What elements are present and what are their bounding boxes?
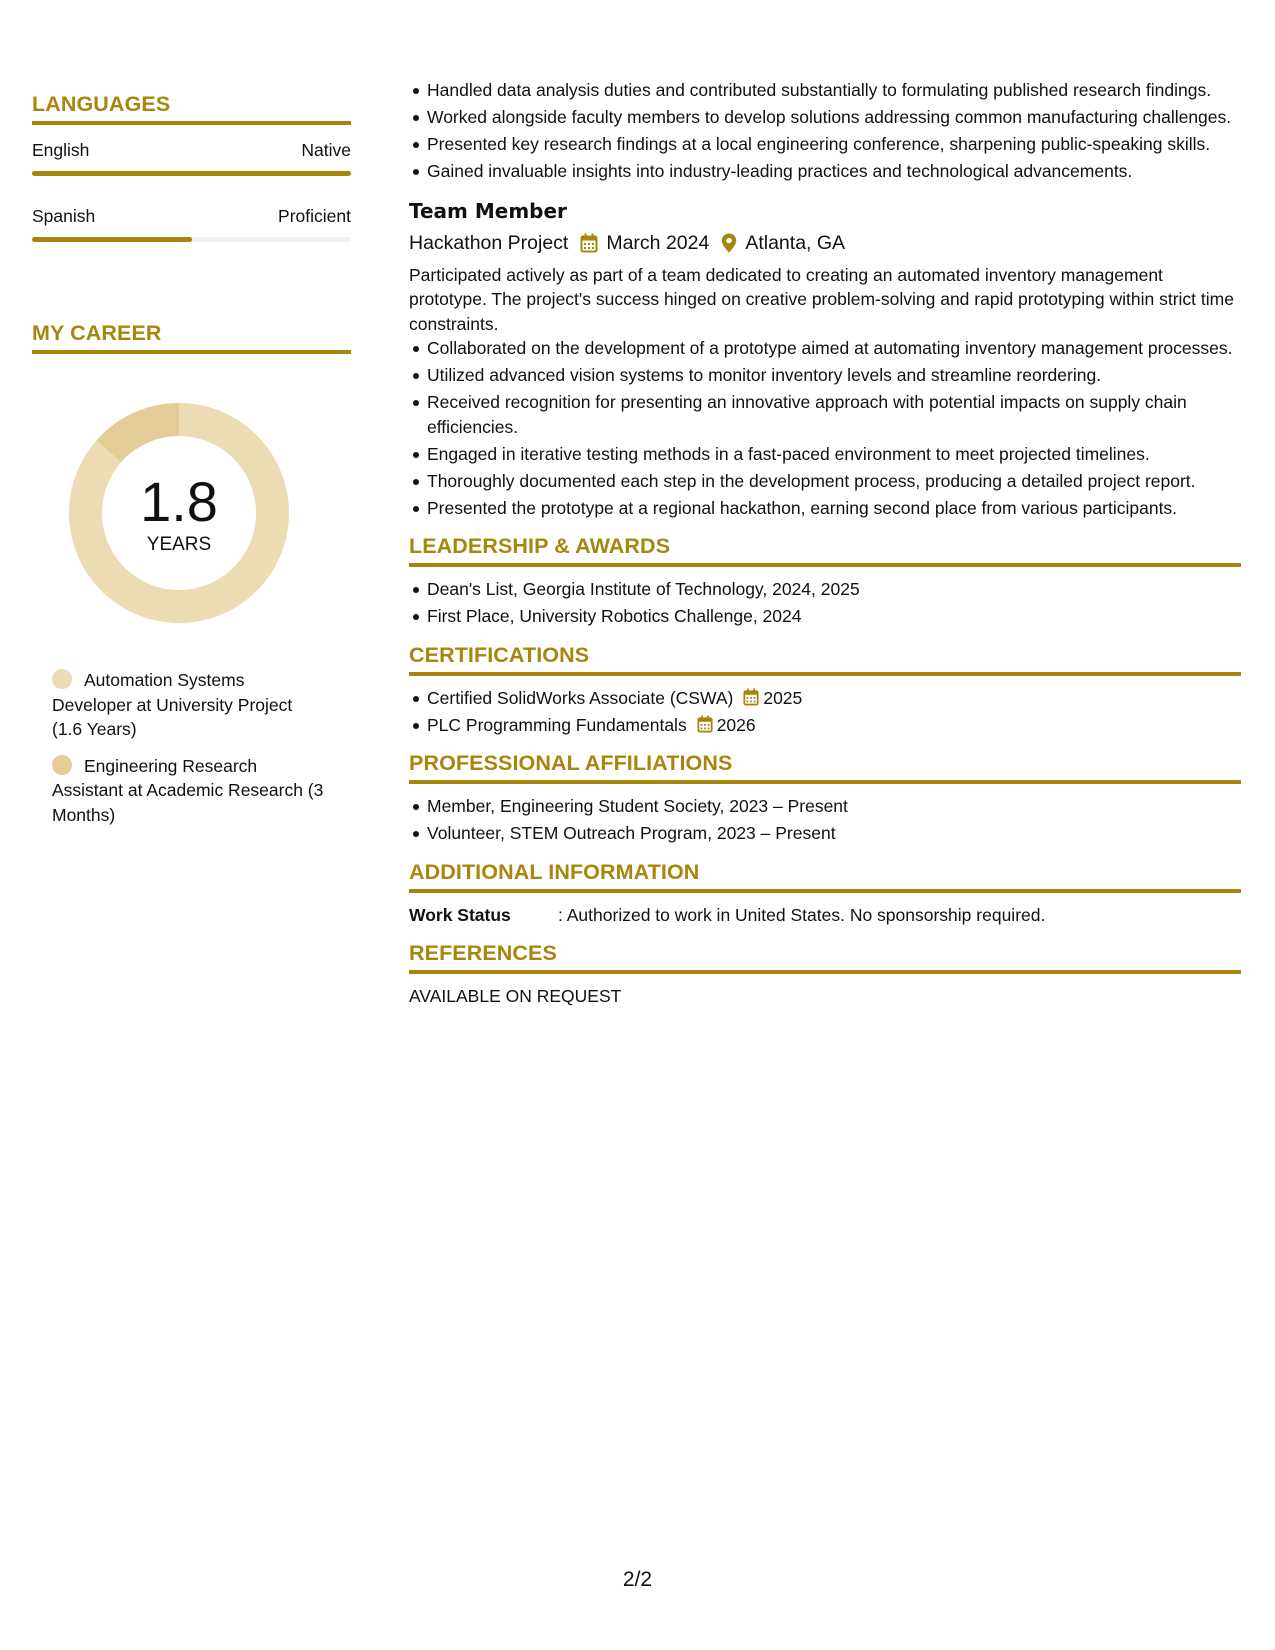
language-proficiency-bar: [32, 171, 351, 176]
bullet-item: Utilized advanced vision systems to monitor inventory levels and streamline reordering.: [427, 363, 1241, 388]
language-name: Spanish: [32, 206, 96, 226]
bullet-item: Presented the prototype at a regional hackathon, earning second place from various participants.: [427, 496, 1241, 521]
references-heading: REFERENCES: [409, 941, 1241, 974]
legend-label: Engineering Research Assistant at Academic Research (3 Months): [52, 755, 324, 825]
certification-item: [427, 713, 1241, 738]
location-pin-icon: [721, 233, 737, 253]
legend-dot: [52, 755, 72, 775]
job-date: March 2024: [606, 231, 710, 254]
job-meta: [409, 229, 1241, 257]
language-entry: [32, 205, 351, 242]
calendar-icon: [743, 688, 759, 706]
affiliation-item: Volunteer, STEM Outreach Program, 2023 – Present: [427, 821, 1241, 846]
job-location: Atlanta, GA: [745, 231, 846, 254]
bullet-item: Thoroughly documented each step in the development process, producing a detailed project report.: [427, 469, 1241, 494]
language-entry: [32, 139, 351, 176]
language-level: Native: [301, 140, 351, 160]
language-proficiency-fill: [32, 171, 351, 176]
job-title: Team Member: [409, 198, 567, 223]
career-total-unit: YEARS: [146, 534, 212, 555]
work-status-row: [409, 903, 1241, 927]
award-item: Dean's List, Georgia Institute of Technology, 2024, 2025: [427, 577, 1241, 602]
references-text: AVAILABLE ON REQUEST: [409, 985, 622, 1006]
bullet-item: Worked alongside faculty members to develop solutions addressing common manufacturing challenges.: [427, 105, 1241, 130]
legend-dot: [52, 669, 72, 689]
affiliation-item: Member, Engineering Student Society, 2023 – Present: [427, 794, 1241, 819]
career-donut-chart: [64, 398, 294, 628]
calendar-icon: [697, 715, 713, 733]
certification-name: PLC Programming Fundamentals: [427, 714, 687, 735]
affiliations-list: [409, 794, 1241, 846]
job-bullets: [409, 336, 1241, 520]
certification-item: [427, 686, 1241, 711]
language-proficiency-fill: [32, 237, 192, 242]
bullet-item: Handled data analysis duties and contributed substantially to formulating published research findings.: [427, 78, 1241, 103]
certifications-list: [409, 686, 1241, 738]
bullet-item: Collaborated on the development of a prototype aimed at automating inventory management processes.: [427, 336, 1241, 361]
certification-year: 2026: [716, 714, 756, 735]
language-level: Proficient: [278, 206, 351, 226]
previous-job-bullets: [409, 78, 1241, 184]
calendar-icon: [580, 233, 598, 253]
work-status-label: Work Status: [409, 904, 511, 925]
bullet-item: Engaged in iterative testing methods in a fast-paced environment to meet projected timelines.: [427, 442, 1241, 467]
legend-label: Automation Systems Developer at University Project (1.6 Years): [52, 670, 293, 739]
language-name: English: [32, 140, 90, 160]
bullet-item: Received recognition for presenting an innovative approach with potential impacts on supply chain efficiencies.: [427, 390, 1241, 439]
main-content: [409, 78, 1241, 1008]
career-legend-item: [52, 754, 327, 828]
job-description: Participated actively as part of a team dedicated to creating an automated inventory management prototype. The project's success hinged on creative problem-solving and rapid prototyping within strict time constraints.: [409, 264, 1234, 334]
certification-year: 2025: [763, 687, 803, 708]
career-total-years: 1.8: [140, 470, 218, 533]
certifications-heading: CERTIFICATIONS: [409, 643, 1241, 676]
career-legend: [52, 668, 327, 827]
language-proficiency-bar: [32, 237, 351, 242]
work-status-value: : Authorized to work in United States. No sponsorship required.: [558, 904, 1046, 925]
page-number: 2/2: [622, 1568, 653, 1591]
sidebar: [32, 92, 351, 839]
languages-heading: LANGUAGES: [32, 92, 351, 125]
additional-info-heading: ADDITIONAL INFORMATION: [409, 860, 1241, 893]
award-item: First Place, University Robotics Challenge, 2024: [427, 604, 1241, 629]
leadership-heading: LEADERSHIP & AWARDS: [409, 534, 1241, 567]
job-company: Hackathon Project: [409, 231, 569, 254]
leadership-list: [409, 577, 1241, 629]
bullet-item: Gained invaluable insights into industry-leading practices and technological advancements.: [427, 159, 1241, 184]
career-legend-item: [52, 668, 327, 742]
bullet-item: Presented key research findings at a local engineering conference, sharpening public-speaking skills.: [427, 132, 1241, 157]
certification-name: Certified SolidWorks Associate (CSWA): [427, 687, 734, 708]
career-heading: MY CAREER: [32, 321, 351, 354]
affiliations-heading: PROFESSIONAL AFFILIATIONS: [409, 751, 1241, 784]
